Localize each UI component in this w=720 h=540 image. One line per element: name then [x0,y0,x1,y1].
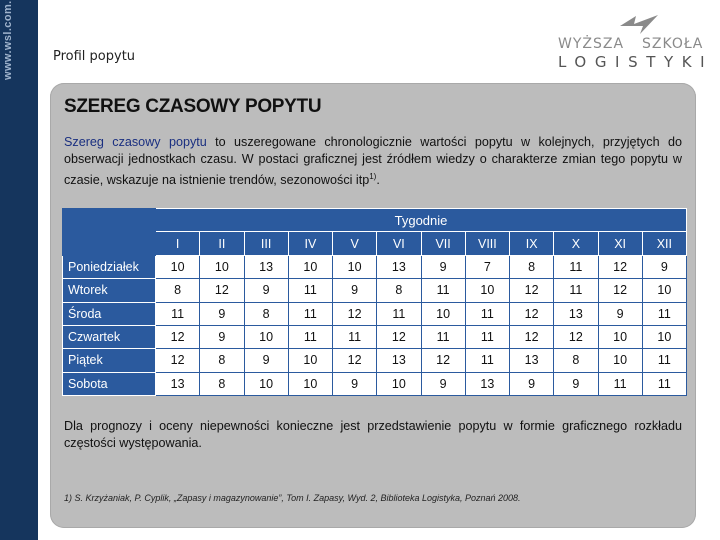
table-cell: 9 [598,302,642,325]
table-cell: 12 [333,302,377,325]
school-logo [556,12,714,72]
table-cell: 8 [200,349,244,372]
website-url [2,44,10,80]
table-cell: 10 [377,372,421,395]
column-header: IV [288,232,332,255]
table-row [63,279,687,302]
table-cell: 10 [156,255,200,278]
column-header: XII [642,232,686,255]
footnote: 1) S. Krzyżaniak, P. Cyplik, „Zapasy i magazynowanie”, Tom I. Zapasy, Wyd. 2, Biblioteka Logistyka, Poznań 2008. [64,493,521,503]
table-cell: 11 [642,372,686,395]
column-header: VI [377,232,421,255]
column-header: IX [510,232,554,255]
table-cell: 10 [200,255,244,278]
row-label: Poniedziałek [63,255,156,278]
table-cell: 11 [421,279,465,302]
logo-arrow-icon [616,12,662,38]
table-cell: 7 [465,255,509,278]
table-cell: 8 [156,279,200,302]
table-cell: 11 [333,325,377,348]
table-cell: 11 [156,302,200,325]
table-cell: 9 [244,349,288,372]
table-cell: 10 [333,255,377,278]
table-cell: 12 [554,325,598,348]
table-cell: 11 [554,279,598,302]
table-cell: 12 [598,255,642,278]
intro-paragraph [64,134,682,189]
table-cell: 8 [200,372,244,395]
table-cell: 9 [200,302,244,325]
table-cell: 11 [642,349,686,372]
intro-highlight: Szereg czasowy popytu [64,135,207,149]
table-cell: 12 [510,325,554,348]
column-header: X [554,232,598,255]
table-cell: 8 [554,349,598,372]
table-group-row [63,209,687,232]
table-cell: 11 [421,325,465,348]
table-cell: 10 [465,279,509,302]
table-cell: 12 [156,325,200,348]
table-cell: 13 [377,349,421,372]
weeks-header: Tygodnie [156,209,687,232]
table-cell: 9 [333,372,377,395]
row-label: Sobota [63,372,156,395]
table-cell: 13 [510,349,554,372]
column-header: VII [421,232,465,255]
table-cell: 10 [598,349,642,372]
table-cell: 9 [554,372,598,395]
table-cell: 11 [598,372,642,395]
table-row [63,302,687,325]
row-label: Piątek [63,349,156,372]
logo-word-2: SZKOŁA [642,36,704,52]
table-cell: 11 [377,302,421,325]
table-cell: 9 [421,372,465,395]
table-row [63,349,687,372]
table-cell: 12 [510,302,554,325]
table-cell: 9 [244,279,288,302]
table-cell: 13 [377,255,421,278]
table-cell: 10 [288,372,332,395]
column-header: III [244,232,288,255]
column-header: VIII [465,232,509,255]
table-cell: 12 [333,349,377,372]
table-cell: 11 [288,302,332,325]
table-row [63,372,687,395]
outro-paragraph: Dla prognozy i oceny niepewności konieczne jest przedstawienie popytu w formie graficznego rozkładu częstości występowania. [64,419,682,450]
table-cell: 10 [642,325,686,348]
table-cell: 13 [244,255,288,278]
row-label: Środa [63,302,156,325]
table-cell: 11 [642,302,686,325]
table-cell: 12 [377,325,421,348]
table-cell: 9 [333,279,377,302]
intro-end: . [376,173,380,188]
column-header: II [200,232,244,255]
slide-title: SZEREG CZASOWY POPYTU [64,96,322,117]
table-cell: 13 [554,302,598,325]
table-cell: 11 [465,325,509,348]
table-cell: 8 [377,279,421,302]
table-cell: 10 [598,325,642,348]
logo-word-3: LOGISTYKI [558,53,714,71]
table-column-headers [63,232,687,255]
table-cell: 12 [598,279,642,302]
demand-table [62,208,687,396]
table-cell: 11 [465,349,509,372]
intro-text: to uszeregowane chronologicznie wartości popytu w kolejnych, przyjętych do obserwacji jednostkach czasu. W postaci graficznej jest źródłem wiedzy o charakterze zmian tego popytu w czasie, wskazuje na istnienie trendów, sezonowości itp [64,135,682,188]
table-cell: 10 [288,255,332,278]
table-cell: 13 [465,372,509,395]
table-cell: 8 [244,302,288,325]
table-cell: 9 [642,255,686,278]
column-header: XI [598,232,642,255]
row-label: Czwartek [63,325,156,348]
table-row [63,255,687,278]
table-cell: 12 [510,279,554,302]
table-cell: 13 [156,372,200,395]
table-corner [63,209,156,256]
sidebar-strip [0,0,38,540]
table-cell: 8 [510,255,554,278]
table-cell: 9 [421,255,465,278]
table-cell: 10 [421,302,465,325]
table-cell: 10 [288,349,332,372]
table-cell: 10 [244,372,288,395]
row-label: Wtorek [63,279,156,302]
table-cell: 11 [554,255,598,278]
table-cell: 9 [510,372,554,395]
table-cell: 12 [156,349,200,372]
logo-word-1: WYŻSZA [558,36,625,52]
table-cell: 12 [200,279,244,302]
column-header: I [156,232,200,255]
footnote-ref: 1) [369,172,377,181]
table-cell: 11 [465,302,509,325]
column-header: V [333,232,377,255]
table-cell: 12 [421,349,465,372]
table-cell: 10 [244,325,288,348]
table-cell: 9 [200,325,244,348]
table-cell: 11 [288,325,332,348]
table-row [63,325,687,348]
table-cell: 11 [288,279,332,302]
table-cell: 10 [642,279,686,302]
page-title: Profil popytu [53,49,136,64]
